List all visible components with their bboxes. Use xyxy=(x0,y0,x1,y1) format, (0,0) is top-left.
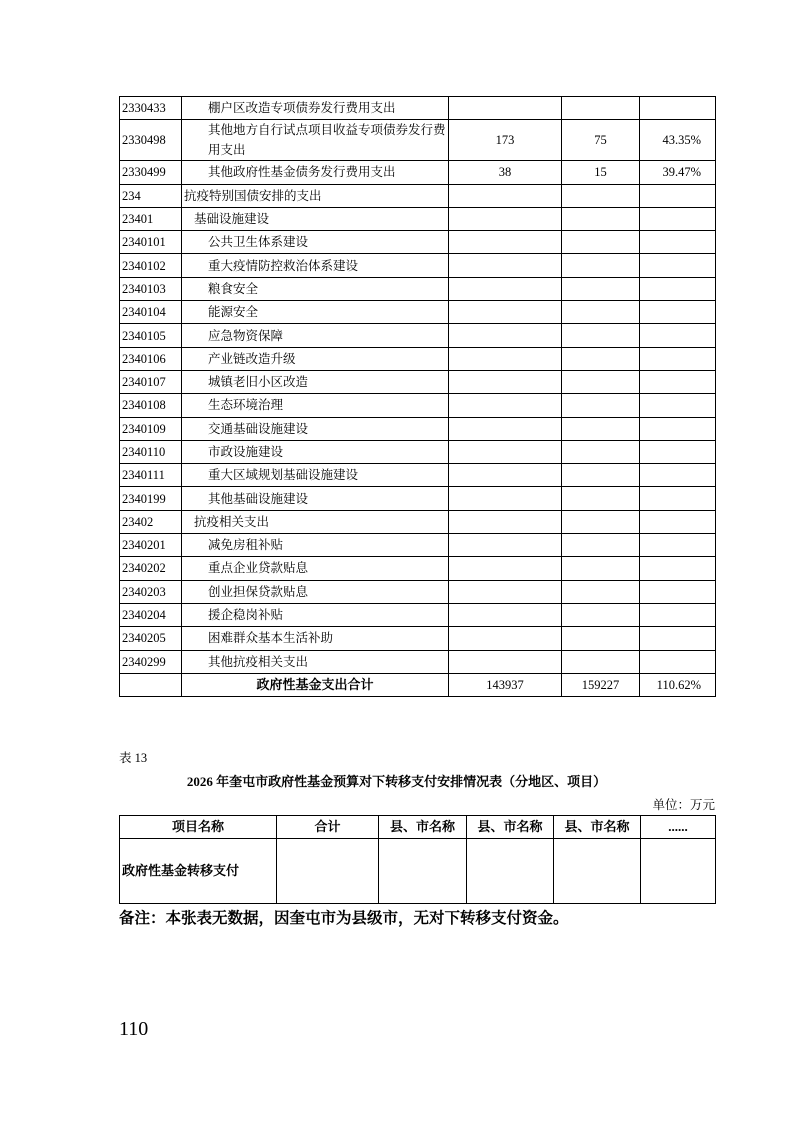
table-row xyxy=(120,254,716,277)
value-a-cell xyxy=(449,627,562,650)
value-a-cell xyxy=(449,277,562,300)
percent-cell xyxy=(640,510,716,533)
percent-cell xyxy=(640,627,716,650)
value-a-cell xyxy=(449,580,562,603)
name-cell: 基础设施建设 xyxy=(182,207,449,230)
transfer-table xyxy=(119,815,716,904)
note: 备注：本张表无数据，因奎屯市为县级市，无对下转移支付资金。 xyxy=(119,910,569,927)
percent-cell: 43.35% xyxy=(640,120,716,161)
table-row xyxy=(120,394,716,417)
percent-cell xyxy=(640,603,716,626)
value-b-cell xyxy=(562,534,640,557)
column-header: 县、市名称 xyxy=(467,816,554,839)
value-b-cell xyxy=(562,347,640,370)
value-b-cell xyxy=(562,370,640,393)
column-header: 县、市名称 xyxy=(554,816,641,839)
code-cell: 23402 xyxy=(120,510,182,533)
value-a-cell xyxy=(449,254,562,277)
value-a-cell xyxy=(449,557,562,580)
value-a-cell: 173 xyxy=(449,120,562,161)
header-row xyxy=(120,816,716,839)
code-cell: 2330499 xyxy=(120,161,182,184)
total-a: 143937 xyxy=(449,673,562,696)
expenditure-table xyxy=(119,96,716,697)
code-cell: 2340104 xyxy=(120,301,182,324)
table-row xyxy=(120,184,716,207)
percent-cell xyxy=(640,580,716,603)
percent-cell xyxy=(640,254,716,277)
name-cell: 应急物资保障 xyxy=(182,324,449,347)
code-cell: 2340108 xyxy=(120,394,182,417)
table-title: 2026 年奎屯市政府性基金预算对下转移支付安排情况表（分地区、项目） xyxy=(186,774,607,789)
value-b-cell xyxy=(562,580,640,603)
table-row xyxy=(120,207,716,230)
table-label: 表 13 xyxy=(119,751,148,765)
percent-cell xyxy=(640,184,716,207)
value-a-cell xyxy=(449,184,562,207)
value-a-cell xyxy=(449,417,562,440)
code-cell: 2340106 xyxy=(120,347,182,370)
table-row xyxy=(120,324,716,347)
value-a-cell: 38 xyxy=(449,161,562,184)
column-header: ...... xyxy=(641,816,716,839)
value-a-cell xyxy=(449,370,562,393)
name-cell: 能源安全 xyxy=(182,301,449,324)
total-row xyxy=(120,673,716,696)
column-header: 县、市名称 xyxy=(379,816,467,839)
name-cell: 重点企业贷款贴息 xyxy=(182,557,449,580)
code-cell: 2340204 xyxy=(120,603,182,626)
value-b-cell xyxy=(562,650,640,673)
value-b-cell xyxy=(562,557,640,580)
value-b-cell xyxy=(562,207,640,230)
code-cell: 23401 xyxy=(120,207,182,230)
column-header: 合计 xyxy=(277,816,379,839)
table-cell xyxy=(379,839,467,904)
percent-cell xyxy=(640,231,716,254)
value-b-cell xyxy=(562,417,640,440)
name-cell: 援企稳岗补贴 xyxy=(182,603,449,626)
name-cell: 产业链改造升级 xyxy=(182,347,449,370)
value-a-cell xyxy=(449,534,562,557)
page-number: 110 xyxy=(119,1018,149,1040)
name-cell: 重大区域规划基础设施建设 xyxy=(182,464,449,487)
value-a-cell xyxy=(449,487,562,510)
percent-cell xyxy=(640,324,716,347)
table-row xyxy=(120,580,716,603)
total-label: 政府性基金支出合计 xyxy=(182,673,449,696)
percent-cell: 39.47% xyxy=(640,161,716,184)
code-cell: 2340299 xyxy=(120,650,182,673)
name-cell: 公共卫生体系建设 xyxy=(182,231,449,254)
total-percent: 110.62% xyxy=(640,673,716,696)
percent-cell xyxy=(640,440,716,463)
value-a-cell xyxy=(449,301,562,324)
value-a-cell xyxy=(449,97,562,120)
value-b-cell xyxy=(562,97,640,120)
table-row xyxy=(120,120,716,161)
table-cell: 政府性基金转移支付 xyxy=(120,839,277,904)
table-cell xyxy=(554,839,641,904)
value-b-cell: 15 xyxy=(562,161,640,184)
table-row xyxy=(120,277,716,300)
code-cell: 2340101 xyxy=(120,231,182,254)
value-a-cell xyxy=(449,510,562,533)
code-cell: 2340205 xyxy=(120,627,182,650)
value-b-cell xyxy=(562,324,640,347)
percent-cell xyxy=(640,347,716,370)
table-row xyxy=(120,510,716,533)
value-b-cell xyxy=(562,487,640,510)
value-b-cell xyxy=(562,301,640,324)
value-a-cell xyxy=(449,650,562,673)
value-b-cell xyxy=(562,627,640,650)
name-cell: 抗疫特别国债安排的支出 xyxy=(182,184,449,207)
code-cell: 2340102 xyxy=(120,254,182,277)
code-cell: 2340201 xyxy=(120,534,182,557)
table-row xyxy=(120,301,716,324)
name-cell: 困难群众基本生活补助 xyxy=(182,627,449,650)
table-row xyxy=(120,347,716,370)
name-cell: 棚户区改造专项债券发行费用支出 xyxy=(182,97,449,120)
table-row xyxy=(120,161,716,184)
value-a-cell xyxy=(449,394,562,417)
table-row xyxy=(120,534,716,557)
value-b-cell xyxy=(562,510,640,533)
column-header: 项目名称 xyxy=(120,816,277,839)
name-cell: 市政设施建设 xyxy=(182,440,449,463)
value-b-cell xyxy=(562,184,640,207)
percent-cell xyxy=(640,370,716,393)
percent-cell xyxy=(640,534,716,557)
percent-cell xyxy=(640,277,716,300)
value-b-cell xyxy=(562,231,640,254)
value-a-cell xyxy=(449,347,562,370)
code-cell: 2340110 xyxy=(120,440,182,463)
table-row xyxy=(120,557,716,580)
table-row xyxy=(120,603,716,626)
unit-label: 单位：万元 xyxy=(652,798,715,812)
value-b-cell xyxy=(562,254,640,277)
code-cell: 2340199 xyxy=(120,487,182,510)
name-cell: 其他基础设施建设 xyxy=(182,487,449,510)
code-cell: 2340107 xyxy=(120,370,182,393)
name-cell: 抗疫相关支出 xyxy=(182,510,449,533)
name-cell: 其他地方自行试点项目收益专项债券发行费用支出 xyxy=(182,120,449,161)
value-b-cell xyxy=(562,464,640,487)
code-cell: 2340109 xyxy=(120,417,182,440)
table-row xyxy=(120,97,716,120)
value-a-cell xyxy=(449,207,562,230)
value-b-cell xyxy=(562,394,640,417)
total-b: 159227 xyxy=(562,673,640,696)
table-row xyxy=(120,839,716,904)
table-cell xyxy=(467,839,554,904)
table-row xyxy=(120,231,716,254)
percent-cell xyxy=(640,207,716,230)
percent-cell xyxy=(640,417,716,440)
code-cell: 2330498 xyxy=(120,120,182,161)
code-cell: 2340103 xyxy=(120,277,182,300)
percent-cell xyxy=(640,557,716,580)
name-cell: 城镇老旧小区改造 xyxy=(182,370,449,393)
code-cell: 234 xyxy=(120,184,182,207)
name-cell: 减免房租补贴 xyxy=(182,534,449,557)
code-cell: 2340111 xyxy=(120,464,182,487)
percent-cell xyxy=(640,487,716,510)
code-cell: 2340203 xyxy=(120,580,182,603)
name-cell: 生态环境治理 xyxy=(182,394,449,417)
value-b-cell xyxy=(562,440,640,463)
value-b-cell xyxy=(562,277,640,300)
table-row xyxy=(120,417,716,440)
value-a-cell xyxy=(449,603,562,626)
table-row xyxy=(120,464,716,487)
value-a-cell xyxy=(449,231,562,254)
table-row xyxy=(120,370,716,393)
percent-cell xyxy=(640,301,716,324)
percent-cell xyxy=(640,650,716,673)
code-cell: 2340202 xyxy=(120,557,182,580)
table-row xyxy=(120,487,716,510)
name-cell: 创业担保贷款贴息 xyxy=(182,580,449,603)
name-cell: 粮食安全 xyxy=(182,277,449,300)
value-b-cell: 75 xyxy=(562,120,640,161)
code-cell: 2340105 xyxy=(120,324,182,347)
value-a-cell xyxy=(449,464,562,487)
value-a-cell xyxy=(449,324,562,347)
name-cell: 交通基础设施建设 xyxy=(182,417,449,440)
table-cell xyxy=(277,839,379,904)
value-a-cell xyxy=(449,440,562,463)
percent-cell xyxy=(640,97,716,120)
name-cell: 其他抗疫相关支出 xyxy=(182,650,449,673)
percent-cell xyxy=(640,464,716,487)
table-row xyxy=(120,650,716,673)
code-cell: 2330433 xyxy=(120,97,182,120)
percent-cell xyxy=(640,394,716,417)
table-row xyxy=(120,627,716,650)
table-cell xyxy=(641,839,716,904)
name-cell: 重大疫情防控救治体系建设 xyxy=(182,254,449,277)
table-row xyxy=(120,440,716,463)
name-cell: 其他政府性基金债务发行费用支出 xyxy=(182,161,449,184)
value-b-cell xyxy=(562,603,640,626)
